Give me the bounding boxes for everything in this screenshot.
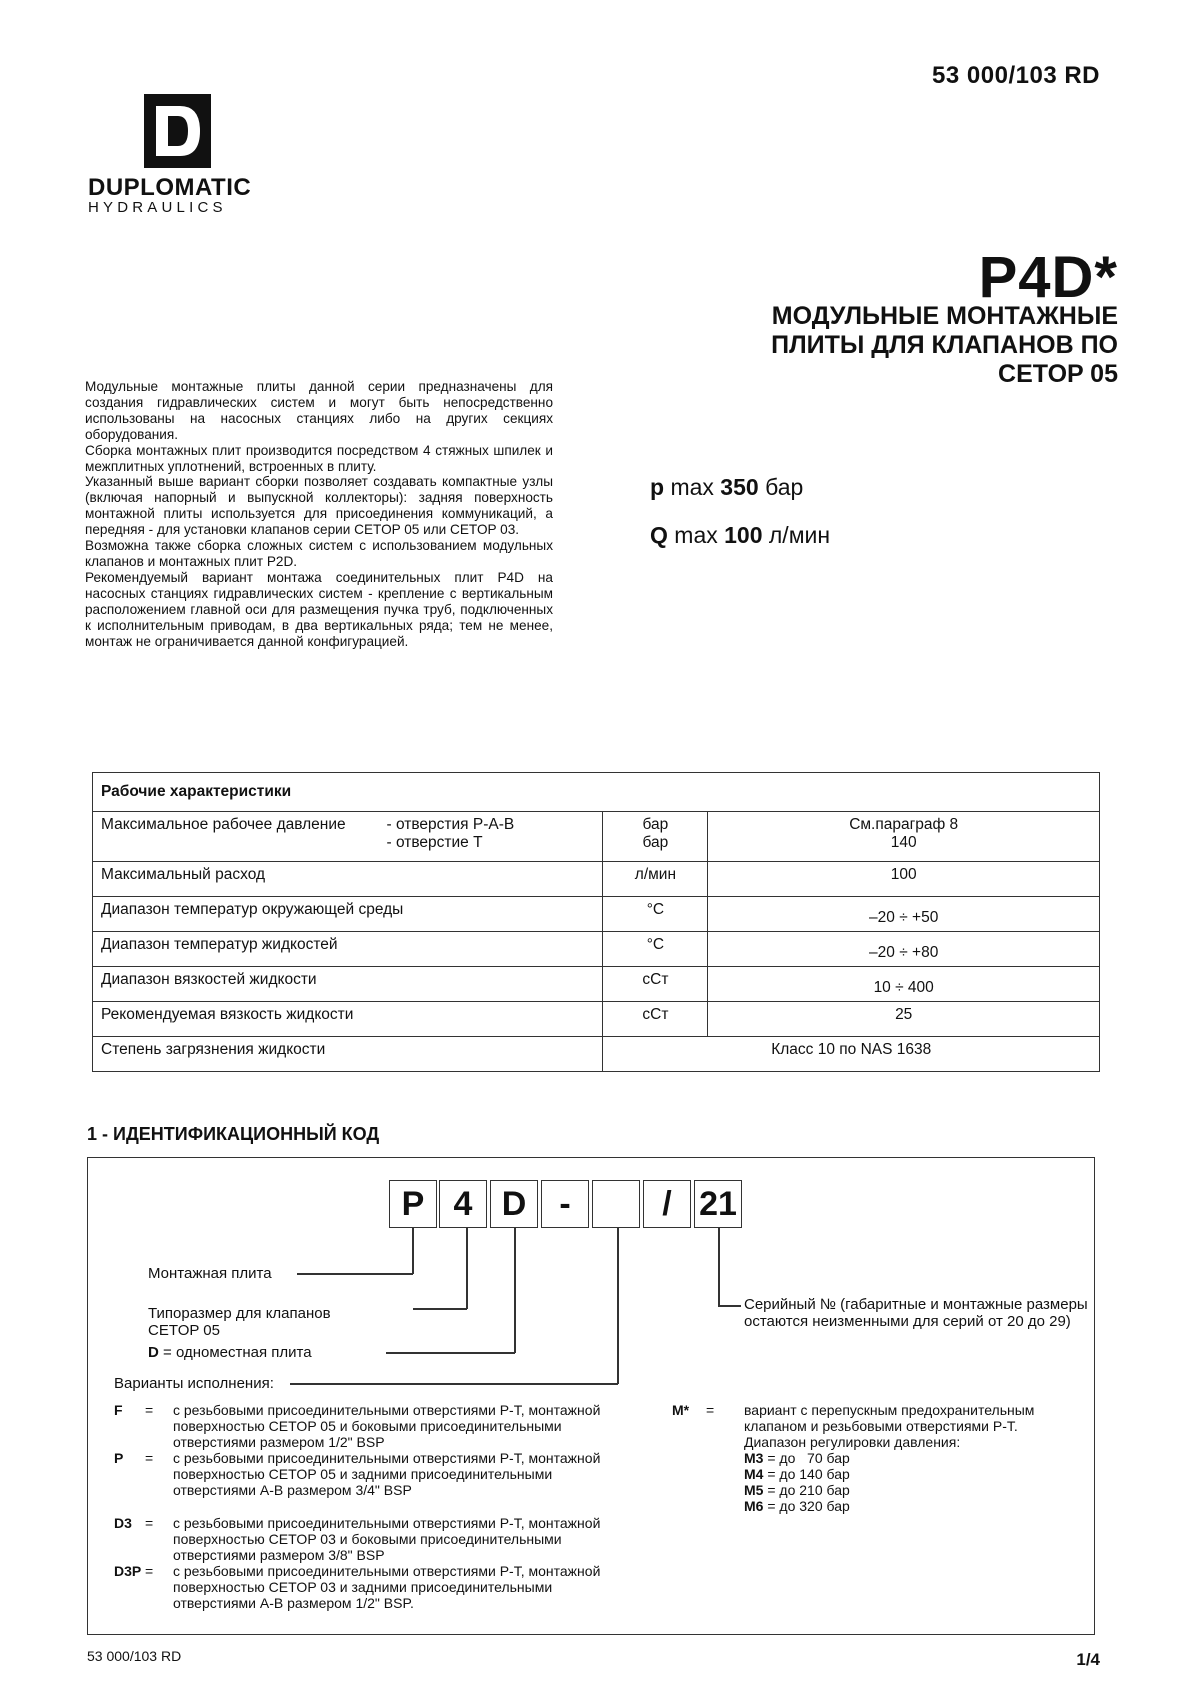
logo-word-hydraulics: HYDRAULICS <box>88 199 227 216</box>
m-range-row <box>744 1482 1084 1498</box>
table-row-pressure-label <box>93 812 603 862</box>
d-option-key: D <box>148 1344 159 1361</box>
pressure-sub2: - отверстие T <box>386 834 483 851</box>
option-key: M* <box>672 1402 690 1418</box>
logo-word-duplomatic: DUPLOMATIC <box>88 174 252 201</box>
leader-line <box>290 1383 618 1385</box>
footer-doc-code: 53 000/103 RD <box>87 1648 182 1664</box>
leader-line <box>718 1227 720 1306</box>
unit-cell: бар <box>642 834 669 851</box>
option-eq: = <box>145 1515 154 1531</box>
option-text: с резьбовыми присоединительными отверстиями P-T, монтажной поверхностью CETOP 05 и задними присоединительными отверстиями A-B размером 3/4" BSP <box>173 1450 601 1498</box>
table-row-label: Рекомендуемая вязкость жидкости <box>93 1002 603 1037</box>
m-option-text: вариант с перепускным предохранительным клапаном и резьбовыми отверстиями P-T. <box>744 1402 1035 1434</box>
m-range-value: = до 320 бар <box>767 1498 850 1514</box>
option-eq: = <box>145 1450 154 1466</box>
code-cell: P <box>389 1180 437 1228</box>
option-text: с резьбовыми присоединительными отверстиями P-T, монтажной поверхностью CETOP 03 и задними присоединительными отверстиями A-B размером 1/2" BSP. <box>173 1563 601 1611</box>
leader-line <box>297 1273 413 1275</box>
intro-paragraph: Сборка монтажных плит производится посредством 4 стяжных шпилек и межплитных уплотнений, встроенных в плиту. <box>85 442 553 474</box>
label-size-line: CETOP 05 <box>148 1322 220 1339</box>
document-code: 53 000/103 RD <box>932 62 1100 89</box>
label-d-option <box>148 1344 312 1361</box>
flow-symbol: Q <box>650 522 668 548</box>
leader-line <box>412 1227 414 1274</box>
intro-paragraph: Возможна также сборка сложных систем с использованием модульных клапанов и монтажных плит P2D. <box>85 538 553 569</box>
leader-line <box>466 1227 468 1309</box>
value-cell: См.параграф 8 <box>849 816 959 833</box>
intro-paragraph: Модульные монтажные плиты данной серии предназначены для создания гидравлических систем и могут быть непосредственно использованы на насосных станциях либо на других секциях оборудования. <box>85 379 553 442</box>
leader-line <box>617 1227 619 1384</box>
code-cell: 21 <box>694 1180 742 1228</box>
pressure-symbol: p <box>650 474 665 500</box>
leader-line <box>413 1308 467 1310</box>
intro-text <box>85 379 553 649</box>
m-range-key: M3 <box>744 1450 764 1466</box>
characteristics-table <box>92 772 1100 1072</box>
table-title: Рабочие характеристики <box>93 773 1100 812</box>
subtitle-line: ПЛИТЫ ДЛЯ КЛАПАНОВ ПО <box>771 331 1118 359</box>
m-range-key: M6 <box>744 1498 764 1514</box>
m-range-row <box>744 1466 1084 1482</box>
section-title: 1 - ИДЕНТИФИКАЦИОННЫЙ КОД <box>87 1124 380 1144</box>
intro-paragraph: Указанный выше вариант сборки позволяет создавать компактные узлы (включая напорный и выпускной коллекторы): задняя поверхность монтажной плиты используется для присоединения коммуникаций, а передняя - для установки клапанов серии CETOP 05 или CETOP 03. <box>85 474 553 538</box>
product-subtitle <box>658 302 1118 389</box>
code-cell-blank <box>592 1180 640 1228</box>
leader-line <box>514 1227 516 1353</box>
intro-paragraph: Рекомендуемый вариант монтажа соединительных плит P4D на насосных станциях гидравлических систем - крепление с вертикальным расположением главной оси для размещения пучка труб, подключенных к исполнительным приводам, в два вертикальных ряда; тем не менее, монтаж не ограничивается данной конфигурацией. <box>85 569 553 649</box>
flow-max: max <box>674 522 718 548</box>
pressure-unit: бар <box>765 474 804 500</box>
table-row-value: –20 ÷ +50 <box>708 897 1100 932</box>
unit-cell: бар <box>642 816 669 833</box>
pressure-sub1: - отверстия P-A-B <box>386 816 515 833</box>
table-row-unit: °C <box>603 932 708 967</box>
subtitle-line: CETOP 05 <box>998 360 1118 388</box>
table-row-label: Степень загрязнения жидкости <box>93 1037 603 1072</box>
pressure-max: max <box>670 474 714 500</box>
option-text: с резьбовыми присоединительными отверстиями P-T, монтажной поверхностью CETOP 03 и боковыми присоединительными отверстиями размером 3/8" BSP <box>173 1515 601 1563</box>
code-cell: D <box>490 1180 538 1228</box>
page-number: 1/4 <box>1076 1650 1100 1669</box>
option-eq: = <box>145 1402 154 1418</box>
m-range-key: M4 <box>744 1466 764 1482</box>
label-size <box>148 1305 331 1339</box>
d-option-text: = одноместная плита <box>163 1344 312 1361</box>
label-variants: Варианты исполнения: <box>114 1375 274 1392</box>
m-range-value: = до 210 бар <box>767 1482 850 1498</box>
option-key: D3 <box>114 1515 132 1531</box>
code-cell: - <box>541 1180 589 1228</box>
pressure-value: 350 <box>720 474 759 500</box>
option-key: P <box>114 1450 124 1466</box>
option-text: с резьбовыми присоединительными отверстиями P-T, монтажной поверхностью CETOP 05 и боковыми присоединительными отверстиями размером 1/2" BSP <box>173 1402 601 1450</box>
flow-unit: л/мин <box>768 522 831 548</box>
pressure-spec <box>650 474 803 501</box>
m-range-value: = до 140 бар <box>767 1466 850 1482</box>
m-option-range-title: Диапазон регулировки давления: <box>744 1434 961 1450</box>
table-row-value: 100 <box>708 862 1100 897</box>
value-cell: 140 <box>890 834 917 851</box>
pressure-label: Максимальное рабочее давление <box>101 816 346 833</box>
option-key: F <box>114 1402 123 1418</box>
label-mounting-plate: Монтажная плита <box>148 1265 272 1282</box>
table-row-value: 25 <box>708 1002 1100 1037</box>
m-range-key: M5 <box>744 1482 764 1498</box>
table-row-label: Диапазон температур жидкостей <box>93 932 603 967</box>
table-row-pressure-unit <box>603 812 708 862</box>
subtitle-line: МОДУЛЬНЫЕ МОНТАЖНЫЕ <box>771 302 1118 330</box>
table-row-unit: л/мин <box>603 862 708 897</box>
option-eq: = <box>145 1563 154 1579</box>
label-size-line: Типоразмер для клапанов <box>148 1305 331 1322</box>
logo-d-mark <box>144 94 211 168</box>
m-range-row <box>744 1450 1084 1466</box>
code-cell: / <box>643 1180 691 1228</box>
table-row-label: Диапазон температур окружающей среды <box>93 897 603 932</box>
option-key: D3P <box>114 1563 142 1579</box>
code-cell: 4 <box>439 1180 487 1228</box>
model-title: P4D* <box>978 245 1118 310</box>
table-row-unit: °C <box>603 897 708 932</box>
m-range-row <box>744 1498 1084 1514</box>
m-range-value: = до 70 бар <box>767 1450 850 1466</box>
option-text <box>744 1402 1084 1514</box>
table-row-unit: сСт <box>603 1002 708 1037</box>
leader-line <box>718 1305 741 1307</box>
table-row-unit: сСт <box>603 967 708 1002</box>
table-row-pressure-value <box>708 812 1100 862</box>
label-serial: Серийный № (габаритные и монтажные размеры остаются неизменными для серий от 20 до 29) <box>744 1296 1088 1330</box>
table-row-value: 10 ÷ 400 <box>708 967 1100 1002</box>
flow-spec <box>650 522 830 549</box>
flow-value: 100 <box>724 522 763 548</box>
table-row-label: Диапазон вязкостей жидкости <box>93 967 603 1002</box>
leader-line <box>386 1352 515 1354</box>
table-row-value: –20 ÷ +80 <box>708 932 1100 967</box>
option-eq: = <box>706 1402 715 1418</box>
table-row-label: Максимальный расход <box>93 862 603 897</box>
table-row-value: Класс 10 по NAS 1638 <box>603 1037 1100 1072</box>
